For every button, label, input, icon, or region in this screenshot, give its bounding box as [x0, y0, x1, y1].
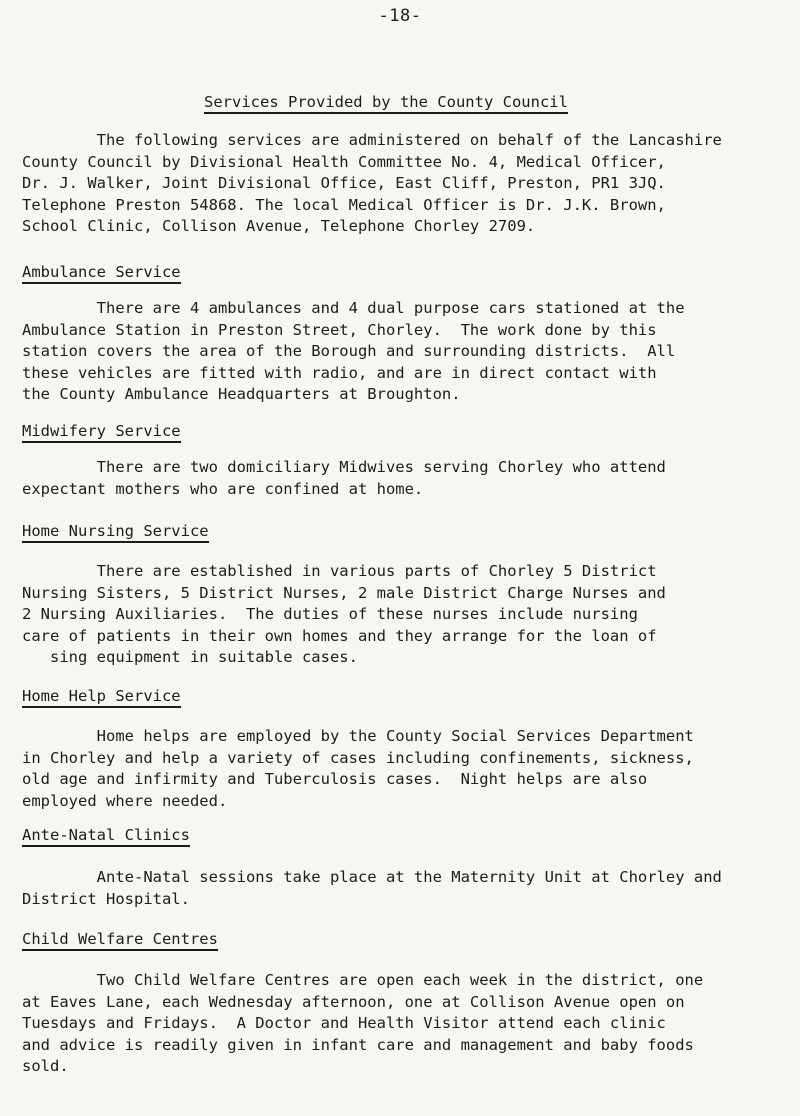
- intro-line: Telephone Preston 54868. The local Medical Officer is Dr. J.K. Brown,: [22, 195, 666, 214]
- paragraph-line: in Chorley and help a variety of cases including confinements, sickness,: [22, 748, 694, 767]
- paragraph-line: Nursing Sisters, 5 District Nurses, 2 male District Charge Nurses and: [22, 583, 666, 602]
- section-body-ante-natal-clinics: [22, 867, 786, 910]
- intro-line: School Clinic, Collison Avenue, Telephone Chorley 2709.: [22, 217, 536, 235]
- paragraph-line: care of patients in their own homes and they arrange for the loan of: [22, 626, 657, 645]
- paragraph-line: Ante-Natal sessions take place at the Maternity Unit at Chorley and: [22, 868, 722, 886]
- paragraph-line: Two Child Welfare Centres are open each week in the district, one: [22, 971, 704, 989]
- section-heading-home-help-service: Home Help Service: [22, 687, 181, 708]
- section-body-midwifery-service: [22, 457, 786, 500]
- section-heading-home-nursing-service: Home Nursing Service: [22, 522, 209, 543]
- paragraph-line: the County Ambulance Headquarters at Broughton.: [22, 385, 461, 403]
- paragraph-line: and advice is readily given in infant care and management and baby foods: [22, 1035, 694, 1054]
- paragraph-line: Ambulance Station in Preston Street, Chorley. The work done by this: [22, 320, 657, 339]
- section-heading-ambulance-service: Ambulance Service: [22, 263, 181, 284]
- paragraph-line: Home helps are employed by the County Social Services Department: [22, 727, 694, 745]
- paragraph-line: at Eaves Lane, each Wednesday afternoon, one at Collison Avenue open on: [22, 992, 685, 1011]
- section-body-home-nursing-service: [22, 561, 786, 669]
- paragraph-line: 2 Nursing Auxiliaries. The duties of these nurses include nursing: [22, 605, 638, 623]
- paragraph-line: old age and infirmity and Tuberculosis cases. Night helps are also: [22, 770, 648, 788]
- paragraph-line: employed where needed.: [22, 791, 228, 810]
- section-heading-ante-natal-clinics: Ante-Natal Clinics: [22, 826, 190, 847]
- intro-line: Dr. J. Walker, Joint Divisional Office, East Cliff, Preston, PR1 3JQ.: [22, 174, 666, 192]
- paragraph-line: There are established in various parts of Chorley 5 District: [22, 562, 657, 580]
- paragraph-line: Tuesdays and Fridays. A Doctor and Health Visitor attend each clinic: [22, 1014, 666, 1032]
- intro-paragraph: [22, 130, 786, 238]
- paragraph-line: sing equipment in suitable cases.: [22, 648, 358, 666]
- paragraph-line: sold.: [22, 1057, 69, 1075]
- paragraph-line: expectant mothers who are confined at home.: [22, 479, 424, 498]
- section-body-ambulance-service: [22, 298, 786, 406]
- paragraph-line: There are two domiciliary Midwives serving Chorley who attend: [22, 458, 666, 476]
- paragraph-line: There are 4 ambulances and 4 dual purpose cars stationed at the: [22, 299, 685, 317]
- section-body-child-welfare-centres: [22, 970, 786, 1078]
- section-heading-child-welfare-centres: Child Welfare Centres: [22, 930, 218, 951]
- page-title: Services Provided by the County Council: [204, 93, 568, 114]
- intro-line: The following services are administered on behalf of the Lancashire: [22, 131, 722, 149]
- paragraph-line: station covers the area of the Borough and surrounding districts. All: [22, 342, 676, 360]
- section-body-home-help-service: [22, 726, 786, 812]
- section-heading-midwifery-service: Midwifery Service: [22, 422, 181, 443]
- paragraph-line: District Hospital.: [22, 889, 190, 908]
- page-number: -18-: [378, 6, 422, 26]
- intro-line: County Council by Divisional Health Committee No. 4, Medical Officer,: [22, 152, 666, 171]
- paragraph-line: these vehicles are fitted with radio, and are in direct contact with: [22, 363, 657, 382]
